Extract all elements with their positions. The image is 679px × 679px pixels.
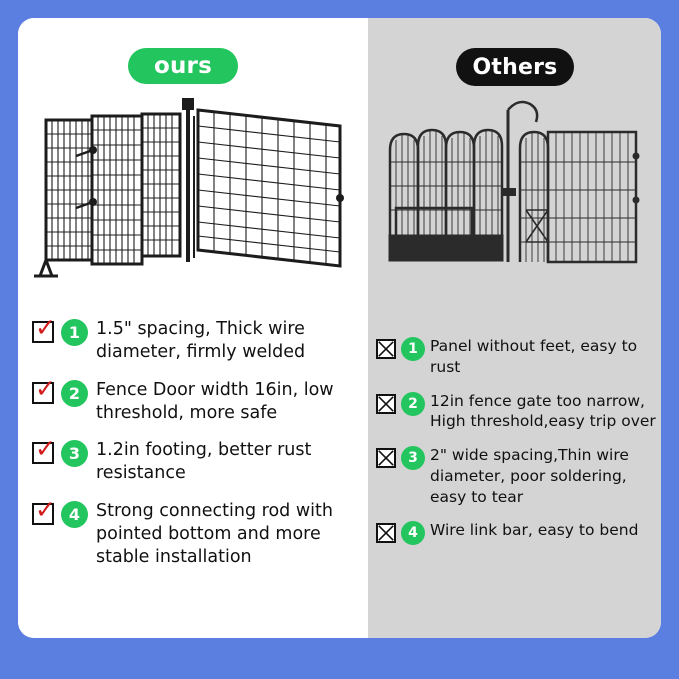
list-item — [376, 520, 658, 545]
cross-glyph — [378, 450, 394, 466]
others-fence-illustration — [368, 90, 661, 310]
feature-number: 2 — [401, 392, 425, 416]
ours-badge — [128, 48, 238, 84]
feature-text: Panel without feet, easy to rust — [430, 337, 638, 376]
list-item — [376, 391, 658, 433]
red-check-icon: ✓ — [32, 382, 54, 404]
feature-number: 1 — [401, 337, 425, 361]
cross-glyph — [378, 396, 394, 412]
feature-text: Wire link bar, easy to bend — [430, 521, 639, 540]
ours-badge-label: ours — [153, 53, 212, 79]
ours-column — [18, 18, 368, 638]
list-item — [32, 373, 360, 426]
red-check-icon: ✓ — [32, 503, 54, 525]
list-item — [32, 494, 360, 570]
feature-text: 2" wide spacing,Thin wire diameter, poor soldering, easy to tear — [430, 446, 629, 506]
list-item — [32, 434, 360, 486]
others-badge-label: Others — [472, 54, 558, 80]
black-cross-box-icon — [376, 339, 396, 359]
cross-glyph — [378, 525, 394, 541]
list-item — [376, 336, 658, 378]
black-cross-box-icon — [376, 448, 396, 468]
ours-fence-illustration — [18, 90, 368, 310]
black-cross-box-icon — [376, 523, 396, 543]
ours-product-image — [18, 90, 368, 310]
feature-text: 12in fence gate too narrow, High threshold,easy trip over — [430, 391, 656, 431]
others-product-image — [368, 90, 661, 310]
feature-number: 1 — [61, 319, 88, 346]
feature-number: 2 — [61, 380, 88, 407]
feature-number: 4 — [401, 521, 425, 545]
feature-text: 1.5" spacing, Thick wire diameter, firmly welded — [96, 319, 306, 363]
ours-feature-list — [32, 313, 360, 583]
red-check-icon: ✓ — [32, 321, 54, 343]
red-check-icon: ✓ — [32, 442, 54, 464]
black-cross-box-icon — [376, 394, 396, 414]
comparison-card — [18, 18, 661, 638]
feature-text: 1.2in footing, better rust resistance — [96, 440, 312, 484]
others-column — [368, 18, 661, 638]
cross-glyph — [378, 341, 394, 357]
feature-number: 4 — [61, 501, 88, 528]
feature-text: Strong connecting rod with pointed bottom and more stable installation — [96, 500, 333, 568]
others-feature-list — [376, 336, 658, 558]
feature-text: Fence Door width 16in, low threshold, more safe — [96, 379, 334, 423]
feature-number: 3 — [401, 446, 425, 470]
others-badge — [456, 48, 574, 86]
list-item — [376, 445, 658, 507]
list-item — [32, 313, 360, 365]
feature-number: 3 — [61, 440, 88, 467]
